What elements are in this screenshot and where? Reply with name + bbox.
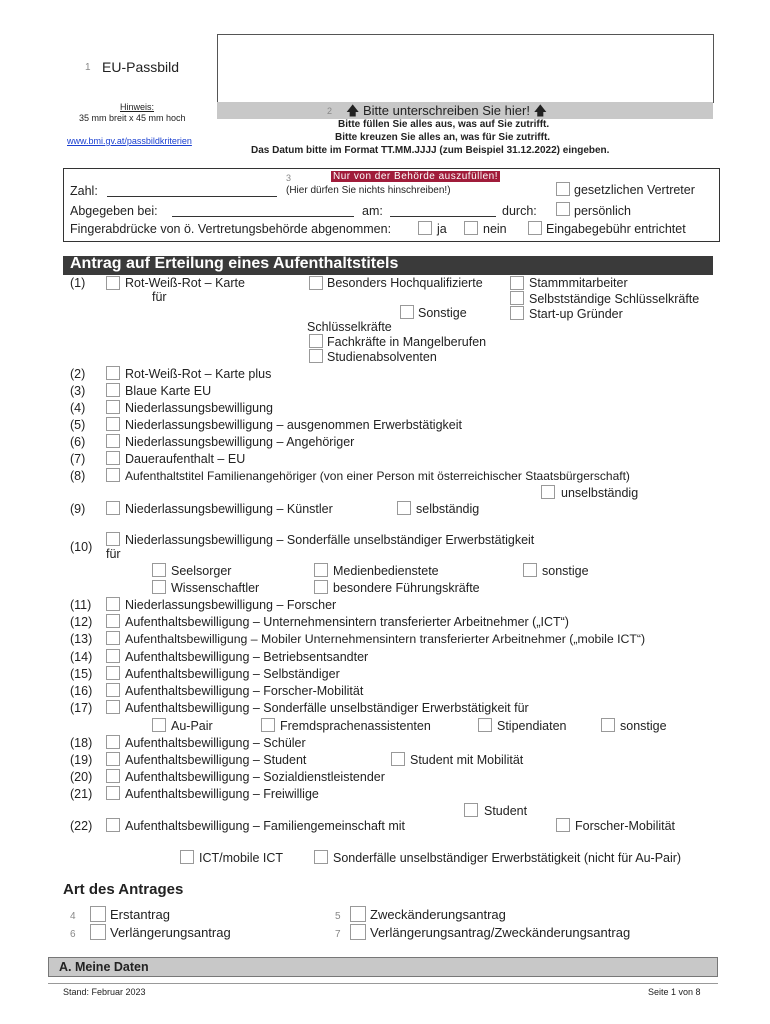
- highly-qualified-label: Besonders Hochqualifizierte: [327, 276, 483, 290]
- date-field[interactable]: [390, 216, 496, 217]
- dependent-employed-label: unselbständig: [561, 486, 639, 500]
- item-label: Aufenthaltsbewilligung – Familiengemeinschaft mit: [125, 819, 406, 833]
- item-number: (3): [70, 384, 86, 398]
- field-number: 5: [335, 911, 341, 922]
- item-label: Aufenthaltsbewilligung – Freiwillige: [125, 787, 319, 801]
- item-checkbox[interactable]: [106, 631, 120, 645]
- no-write-note: (Hier dürfen Sie nichts hinschreiben!): [286, 185, 451, 196]
- item-number: (1): [70, 276, 86, 290]
- item-number: (4): [70, 401, 86, 415]
- item-number: (8): [70, 469, 86, 483]
- item-checkbox[interactable]: [106, 683, 120, 697]
- arrow-up-icon: 🡅: [346, 103, 360, 118]
- item-label: Aufenthaltsbewilligung – Sonderfälle unselbständiger Erwerbstätigkeit für: [125, 701, 529, 715]
- shortage-label: Fachkräfte in Mangelberufen: [327, 335, 487, 349]
- item-label: Niederlassungsbewilligung – Angehöriger: [125, 435, 355, 449]
- by-label: durch:: [502, 204, 537, 218]
- item-checkbox[interactable]: [106, 501, 120, 515]
- purpose-change-label: Zweckänderungsantrag: [370, 907, 506, 922]
- graduates-label: Studienabsolventen: [327, 350, 437, 364]
- item-checkbox[interactable]: [106, 451, 120, 465]
- authority-number: 3: [286, 173, 292, 183]
- item-checkbox[interactable]: [106, 666, 120, 680]
- first-application-label: Erstantrag: [110, 907, 170, 922]
- other-key-label: Sonstige: [418, 306, 467, 320]
- item-label: Aufenthaltsbewilligung – Selbständiger: [125, 667, 340, 681]
- item-checkbox[interactable]: [106, 649, 120, 663]
- item-checkbox[interactable]: [106, 614, 120, 628]
- student-mobility-label: Student mit Mobilität: [410, 753, 524, 767]
- self-employed-checkbox[interactable]: [397, 501, 411, 515]
- signature-number: 2: [327, 106, 333, 116]
- first-application-checkbox[interactable]: [90, 906, 106, 922]
- self-employed-key-label: Selbstständige Schlüsselkräfte: [529, 292, 700, 306]
- item-label: Daueraufenthalt – EU: [125, 452, 246, 466]
- pastor-label: Seelsorger: [171, 564, 232, 578]
- field-number: 6: [70, 929, 76, 940]
- item-label: Aufenthaltsbewilligung – Student: [125, 753, 307, 767]
- fingerprints-yes-label: ja: [437, 222, 447, 236]
- item-checkbox[interactable]: [106, 597, 120, 611]
- family-special-checkbox[interactable]: [314, 850, 328, 864]
- family-student-label: Student: [484, 804, 528, 818]
- startup-checkbox[interactable]: [510, 306, 524, 320]
- item-label: Aufenthaltsbewilligung – Unternehmensintern transferierter Arbeitnehmer („ICT“): [125, 615, 569, 629]
- submitted-by-field[interactable]: [172, 216, 354, 217]
- item-label: Aufenthaltstitel Familienangehöriger (von einer Person mit österreichischer Staatsbürgerschaft): [125, 469, 630, 483]
- photo-title: EU-Passbild: [102, 59, 180, 75]
- authority-banner: Nur von der Behörde auszufüllen!: [333, 171, 498, 182]
- item-checkbox[interactable]: [106, 400, 120, 414]
- family-special-label: Sonderfälle unselbständiger Erwerbstätigkeit (nicht für Au-Pair): [333, 851, 682, 865]
- fingerprints-yes-checkbox[interactable]: [418, 221, 432, 235]
- item-number: (20): [70, 770, 93, 784]
- item-number: (12): [70, 615, 93, 629]
- field-number: 7: [335, 929, 341, 940]
- other-key-checkbox[interactable]: [400, 305, 414, 319]
- item-number: (7): [70, 452, 86, 466]
- item-number: (16): [70, 684, 93, 698]
- item-checkbox[interactable]: [106, 434, 120, 448]
- family-ict-label: ICT/mobile ICT: [199, 851, 284, 865]
- item-number: (2): [70, 367, 86, 381]
- fee-checkbox[interactable]: [528, 221, 542, 235]
- item-label: Niederlassungsbewilligung: [125, 401, 274, 415]
- media-checkbox[interactable]: [314, 563, 328, 577]
- legal-rep-checkbox[interactable]: [556, 182, 570, 196]
- fingerprints-no-checkbox[interactable]: [464, 221, 478, 235]
- section-a-title: A. Meine Daten: [59, 960, 149, 974]
- item-checkbox[interactable]: [106, 417, 120, 431]
- dependent-employed-checkbox[interactable]: [541, 485, 555, 499]
- instruction-date: Das Datum bitte im Format TT.MM.JJJJ (zum Beispiel 31.12.2022) eingeben.: [251, 145, 610, 156]
- item-label: Aufenthaltsbewilligung – Betriebsentsandter: [125, 650, 369, 664]
- purpose-change-checkbox[interactable]: [350, 906, 366, 922]
- field-number: 4: [70, 911, 76, 922]
- item-checkbox[interactable]: [106, 735, 120, 749]
- other-17-label: sonstige: [620, 719, 667, 733]
- core-staff-checkbox[interactable]: [510, 276, 524, 290]
- item-label: Aufenthaltsbewilligung – Forscher-Mobilität: [125, 684, 364, 698]
- zahl-field[interactable]: [107, 196, 277, 197]
- date-label: am:: [362, 204, 383, 218]
- scientist-checkbox[interactable]: [152, 580, 166, 594]
- fingerprints-label: Fingerabdrücke von ö. Vertretungsbehörde abgenommen:: [70, 222, 392, 236]
- item-label: Niederlassungsbewilligung – Forscher: [125, 598, 337, 612]
- item-checkbox[interactable]: [106, 468, 120, 482]
- item-checkbox[interactable]: [106, 769, 120, 783]
- item-number: (10): [70, 540, 93, 554]
- item-checkbox[interactable]: [106, 532, 120, 546]
- core-staff-label: Stammmitarbeiter: [529, 276, 628, 290]
- item-label: Niederlassungsbewilligung – Künstler: [125, 502, 333, 516]
- item-number: (6): [70, 435, 86, 449]
- item-label: Rot-Weiß-Rot – Karte plus: [125, 367, 272, 381]
- arrow-up-icon: 🡅: [533, 103, 547, 118]
- graduates-checkbox[interactable]: [309, 349, 323, 363]
- language-assistant-label: Fremdsprachenassistenten: [280, 719, 431, 733]
- item-number: (19): [70, 753, 93, 767]
- instruction-fill: Bitte füllen Sie alles aus, was auf Sie zutrifft.: [338, 119, 550, 130]
- signature-label-text: Bitte unterschreiben Sie hier!: [363, 103, 530, 118]
- item-label: Aufenthaltsbewilligung – Schüler: [125, 736, 306, 750]
- startup-label: Start-up Gründer: [529, 307, 623, 321]
- family-ict-checkbox[interactable]: [180, 850, 194, 864]
- item-number: (17): [70, 701, 93, 715]
- extension-checkbox[interactable]: [90, 924, 106, 940]
- family-researcher-checkbox[interactable]: [556, 818, 570, 832]
- photo-hint-size: 35 mm breit x 45 mm hoch: [79, 113, 186, 123]
- au-pair-checkbox[interactable]: [152, 718, 166, 732]
- extension-purpose-change-checkbox[interactable]: [350, 924, 366, 940]
- student-mobility-checkbox[interactable]: [391, 752, 405, 766]
- executive-label: besondere Führungskräfte: [333, 581, 480, 595]
- footer-date: Stand: Februar 2023: [63, 987, 146, 997]
- item-for-label: für: [106, 547, 121, 561]
- item-number: (5): [70, 418, 86, 432]
- family-researcher-label: Forscher-Mobilität: [575, 819, 676, 833]
- other-17-checkbox[interactable]: [601, 718, 615, 732]
- item-number: (22): [70, 819, 93, 833]
- item-label: Niederlassungsbewilligung – Sonderfälle unselbständiger Erwerbstätigkeit: [125, 533, 535, 547]
- item-checkbox[interactable]: [106, 383, 120, 397]
- item-number: (15): [70, 667, 93, 681]
- self-employed-label: selbständig: [416, 502, 480, 516]
- item-number: (11): [70, 598, 92, 612]
- application-type-title: Art des Antrages: [63, 881, 184, 898]
- rwr-card-label: Rot-Weiß-Rot – Karte: [125, 276, 245, 290]
- fee-label: Eingabegebühr entrichtet: [546, 222, 686, 236]
- item-checkbox[interactable]: [106, 786, 120, 800]
- submitted-by-label: Abgegeben bei:: [70, 204, 158, 218]
- self-employed-key-checkbox[interactable]: [510, 291, 524, 305]
- fingerprints-no-label: nein: [483, 222, 507, 236]
- item-label: Blaue Karte EU: [125, 384, 212, 398]
- media-label: Medienbedienstete: [333, 564, 439, 578]
- footer-divider: [48, 983, 718, 984]
- photo-number: 1: [85, 62, 91, 73]
- item-number: (13): [70, 632, 93, 646]
- item-label: Niederlassungsbewilligung – ausgenommen Erwerbstätigkeit: [125, 418, 462, 432]
- item-checkbox[interactable]: [106, 818, 120, 832]
- personal-label: persönlich: [574, 204, 631, 218]
- instruction-cross: Bitte kreuzen Sie alles an, was für Sie zutrifft.: [335, 132, 551, 143]
- personal-checkbox[interactable]: [556, 202, 570, 216]
- other-special-checkbox[interactable]: [523, 563, 537, 577]
- item-checkbox[interactable]: [106, 752, 120, 766]
- rwr-card-checkbox[interactable]: [106, 276, 120, 290]
- scholarship-label: Stipendiaten: [497, 719, 567, 733]
- au-pair-label: Au-Pair: [171, 719, 213, 733]
- section-title: Antrag auf Erteilung eines Aufenthaltstitels: [70, 255, 399, 272]
- item-checkbox[interactable]: [106, 366, 120, 380]
- scholarship-checkbox[interactable]: [478, 718, 492, 732]
- rwr-for-label: für: [152, 290, 167, 304]
- item-label: Aufenthaltsbewilligung – Mobiler Unternehmensintern transferierter Arbeitnehmer („mobile ICT“): [125, 632, 646, 646]
- item-number: (21): [70, 787, 93, 801]
- extension-purpose-change-label: Verlängerungsantrag/Zweckänderungsantrag: [370, 925, 631, 940]
- executive-checkbox[interactable]: [314, 580, 328, 594]
- other-special-label: sonstige: [542, 564, 589, 578]
- item-label: Aufenthaltsbewilligung – Sozialdienstleistender: [125, 770, 385, 784]
- shortage-checkbox[interactable]: [309, 334, 323, 348]
- item-checkbox[interactable]: [106, 700, 120, 714]
- item-number: (18): [70, 736, 93, 750]
- key-workers-label: Schlüsselkräfte: [307, 320, 392, 334]
- footer-page: Seite 1 von 8: [648, 987, 701, 997]
- language-assistant-checkbox[interactable]: [261, 718, 275, 732]
- highly-qualified-checkbox[interactable]: [309, 276, 323, 290]
- photo-criteria-link[interactable]: www.bmi.gv.at/passbildkriterien: [67, 136, 192, 146]
- extension-label: Verlängerungsantrag: [110, 925, 231, 940]
- scientist-label: Wissenschaftler: [171, 581, 260, 595]
- item-number: (9): [70, 502, 86, 516]
- zahl-label: Zahl:: [70, 184, 98, 198]
- family-student-checkbox[interactable]: [464, 803, 478, 817]
- signature-box[interactable]: [217, 34, 714, 103]
- legal-rep-label: gesetzlichen Vertreter: [574, 183, 695, 197]
- photo-hint-label: Hinweis:: [120, 102, 155, 112]
- pastor-checkbox[interactable]: [152, 563, 166, 577]
- item-number: (14): [70, 650, 93, 664]
